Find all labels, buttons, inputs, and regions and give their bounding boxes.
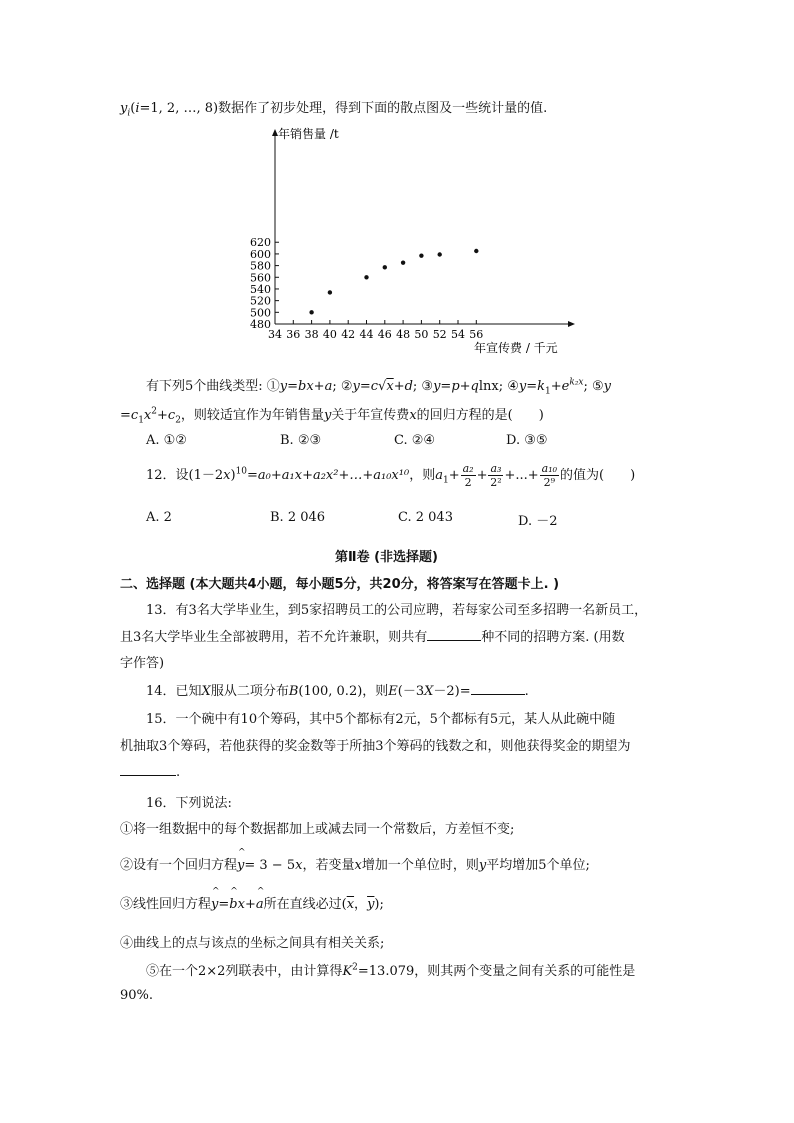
q14-text-b: 服从二项分布 (210, 684, 289, 699)
intro-line (120, 97, 547, 119)
curve-5-sub2: 2 (175, 415, 181, 426)
q16-s2-y2: y (478, 858, 487, 873)
data-point (401, 260, 405, 264)
q12-option-a: A. 2 (146, 510, 172, 525)
data-point (309, 310, 313, 314)
data-point (419, 253, 423, 257)
q12-tail: 的值为( ) (560, 468, 636, 483)
q11-line2 (120, 404, 544, 426)
y-tick-label: 520 (250, 294, 271, 308)
x-tick-label: 56 (469, 328, 484, 341)
q14-X2: X (424, 684, 434, 699)
data-point (474, 249, 478, 253)
q13-line2 (120, 626, 625, 645)
curve-4-sup: k₂x (569, 377, 584, 388)
q13-answer-blank[interactable] (427, 628, 481, 641)
q12-frac2-num: a₃ (490, 462, 502, 475)
q12-line (146, 462, 635, 489)
q15-line2: 机抽取3个筹码，若他获得的奖金数等于所抽3个筹码的钱数之和，则他获得奖金的期望为 (120, 739, 631, 754)
q12-x: x (223, 468, 231, 483)
q11-var-y: y (323, 408, 332, 423)
x-ticks (268, 320, 483, 341)
intro-var: y (120, 101, 128, 116)
q14-E: E (388, 684, 398, 699)
chart-axes (272, 129, 575, 327)
data-point (328, 290, 332, 294)
q16-statement-2 (120, 854, 590, 873)
curve-2b: x (386, 379, 394, 394)
q11-option-a: A. ①② (146, 433, 187, 448)
q16-s2-x: x (295, 858, 303, 873)
q16-title: 16．下列说法: (146, 796, 232, 811)
data-point (438, 252, 442, 256)
q16-s2-text-c: ，若变量 (302, 858, 355, 873)
q16-s3-ahat: ^ a (256, 897, 264, 912)
q11-option-d: D. ③⑤ (506, 433, 548, 448)
data-points (309, 249, 478, 315)
y-tick-label: 480 (250, 318, 271, 331)
q12-a1: a (435, 468, 443, 483)
q15-answer-blank[interactable] (120, 763, 176, 776)
q12-paren: ) (230, 468, 236, 483)
q15-line1: 15．一个碗中有10个筹码，其中5个都标有2元，5个都标有5元，某人从此碗中随 (146, 712, 616, 727)
q16-statement-5 (146, 960, 635, 979)
q12-option-b: B. 2 046 (270, 510, 326, 525)
q14-answer-blank[interactable] (471, 682, 525, 695)
q12-frac1-den: 2 (464, 476, 472, 489)
q11-var-x: x (409, 408, 417, 423)
q14-X: X (201, 684, 211, 699)
x-tick-label: 48 (396, 328, 411, 341)
q16-statement-5-cont: 90%. (120, 988, 154, 1003)
q12-frac1 (461, 462, 476, 489)
q16-s3-text-a: ③线性回归方程 (120, 897, 212, 912)
q14-B: B (288, 684, 299, 699)
y-tick-label: 620 (250, 236, 271, 250)
q11-option-c: C. ②④ (394, 433, 436, 448)
q12-plus2: + (476, 468, 488, 483)
x-tick-label: 38 (304, 328, 319, 341)
q13-text-b: 种不同的招聘方案. (用数 (481, 630, 625, 645)
x-axis-arrow-icon (568, 321, 575, 327)
q13-line1: 13．有3名大学毕业生，到5家招聘员工的公司应聘，若每家公司至多招聘一名新员工， (146, 603, 648, 618)
curve-5b: x (143, 408, 152, 423)
curve-2c: +d (393, 379, 413, 394)
q11-text-e: 关于年宣传费 (331, 408, 410, 423)
y-tick-label: 580 (250, 259, 271, 273)
x-axis-label: 年宣传费 / 千元 (474, 341, 558, 355)
q16-s3-plus: + (244, 897, 256, 912)
q11-text-f: 的回归方程的是( ) (416, 408, 544, 423)
intro-sub: i (127, 108, 131, 119)
data-point (383, 265, 387, 269)
q11-sep2: ; ③ (412, 379, 434, 394)
sqrt-icon: √ (378, 379, 387, 394)
x-tick-label: 36 (286, 328, 301, 341)
q16-statement-3 (120, 893, 384, 912)
q11-intro: 有下列5个曲线类型: ① (146, 379, 280, 394)
intro-i: i (135, 101, 140, 116)
y-tick-label: 600 (250, 247, 271, 261)
q12-frac3 (540, 462, 559, 489)
q16-s3-x: x (237, 897, 245, 912)
y-tick-label: 500 (250, 306, 271, 320)
q16-s5-text-a: ⑤在一个2×2列联表中，由计算得 (146, 964, 343, 979)
q14-line (146, 680, 529, 699)
q14-text-a: 14．已知 (146, 684, 202, 699)
q15-line3 (120, 763, 180, 780)
y-tick-label: 560 (250, 271, 271, 285)
q16-statement-1: ①将一组数据中的每个数据都加上或减去同一个常数后，方差恒不变; (120, 822, 515, 837)
q16-s3-ybar: $\overline{y}$ (367, 897, 375, 912)
q16-s3-text-c: 所在直线必过( (263, 897, 347, 912)
q12-frac2-den: 2² (490, 476, 502, 489)
q12-option-d: D. －2 (518, 514, 558, 529)
q15-end: . (176, 765, 181, 780)
x-tick-label: 34 (268, 328, 282, 341)
x-tick-label: 50 (414, 328, 429, 341)
q16-s5-K: K (342, 964, 353, 979)
q16-s3-xbar: $\overline{x}$ (346, 897, 355, 912)
q16-s2-text-e: 平均增加5个单位; (486, 858, 590, 873)
q12-frac2 (488, 462, 503, 489)
q16-s3-yhat: ^ y (211, 897, 218, 912)
q16-s2-text-d: 增加一个单位时，则 (361, 858, 479, 873)
q11-sep4: ; ⑤ (583, 379, 604, 394)
q16-s3-bhat: ^ b (229, 897, 237, 912)
q12-then: ，则 (409, 468, 436, 483)
q12-frac1-num: a₂ (462, 462, 474, 475)
q13-line3: 字作答) (120, 656, 165, 671)
data-point (364, 275, 368, 279)
q14-text-d: (－3 (397, 684, 425, 699)
x-tick-label: 44 (359, 328, 374, 341)
q16-statement-4: ④曲线上的点与该点的坐标之间具有相关关系; (120, 936, 385, 951)
q16-s3-text-d: ); (374, 897, 384, 912)
q14-end: . (524, 684, 529, 699)
curve-3: y=p+q (433, 379, 479, 394)
q16-s3-comma: ， (354, 897, 368, 912)
scatter-chart (240, 122, 580, 362)
curve-5c: +c (157, 408, 176, 423)
intro-paren: ( (130, 101, 136, 116)
q16-s2-text-a: ②设有一个回归方程 (120, 858, 238, 873)
y-axis-label: 年销售量 /t (278, 127, 339, 141)
curve-4a: y=k (518, 379, 546, 394)
curve-2a: y=c (352, 379, 379, 394)
q12-pow: 10 (235, 466, 248, 477)
q16-s5-sup: 2 (352, 962, 358, 973)
q11-line1 (146, 375, 611, 397)
intro-rest: =1, 2, …, 8)数据作了初步处理，得到下面的散点图及一些统计量的值. (139, 101, 548, 116)
part2-title: 第Ⅱ卷 (非选择题) (335, 550, 438, 565)
curve-3-ln: lnx (478, 379, 499, 394)
curve-5-sub1: 1 (138, 415, 144, 426)
q16-s2-yhat: ^ y (237, 858, 244, 873)
x-tick-label: 42 (341, 328, 356, 341)
q11-text-d: ，则较适宜作为年销售量 (180, 408, 324, 423)
q16-s2-text-b: = 3 − 5 (244, 858, 296, 873)
q14-text-c: (100, 0.2)，则 (298, 684, 389, 699)
y-tick-label: 540 (250, 282, 271, 296)
curve-5a: =c (120, 408, 139, 423)
q12-frac3-den: 2⁹ (543, 476, 556, 489)
q11-sep3: ; ④ (498, 379, 519, 394)
x-tick-label: 54 (451, 328, 465, 341)
curve-4b: +e (550, 379, 570, 394)
q12-rhs: =a₀+a₁x+a₂x²+…+a₁₀x¹⁰ (247, 468, 410, 483)
section2-heading: 二、选择题 (本大题共4小题，每小题5分，共20分，将答案写在答题卡上. ) (120, 577, 560, 592)
q13-text-a: 且3名大学毕业生全部被聘用，若不允许兼职，则共有 (120, 630, 428, 645)
x-tick-label: 52 (432, 328, 447, 341)
q14-text-e: －2)= (433, 684, 471, 699)
x-tick-label: 40 (322, 328, 337, 341)
q12-option-c: C. 2 043 (398, 510, 453, 525)
curve-5-y: y (603, 379, 612, 394)
q16-s5-text-b: =13.079，则其两个变量之间有关系的可能性是 (357, 964, 636, 979)
q12-a1-sub: 1 (442, 475, 449, 486)
q12-plus1: + (448, 468, 460, 483)
curve-4-sub: 1 (545, 386, 551, 397)
curve-1: y=bx+a (279, 379, 333, 394)
x-tick-label: 46 (377, 328, 392, 341)
q11-option-b: B. ②③ (280, 433, 322, 448)
q12-plus3: +...+ (504, 468, 539, 483)
q16-s2-x2: x (354, 858, 362, 873)
q11-sep1: ; ② (332, 379, 353, 394)
q16-s3-eq: = (218, 897, 230, 912)
q12-num: 12．设(1－2 (146, 468, 224, 483)
q12-frac3-num: a₁₀ (541, 462, 558, 475)
curve-5-sup: 2 (151, 406, 157, 417)
